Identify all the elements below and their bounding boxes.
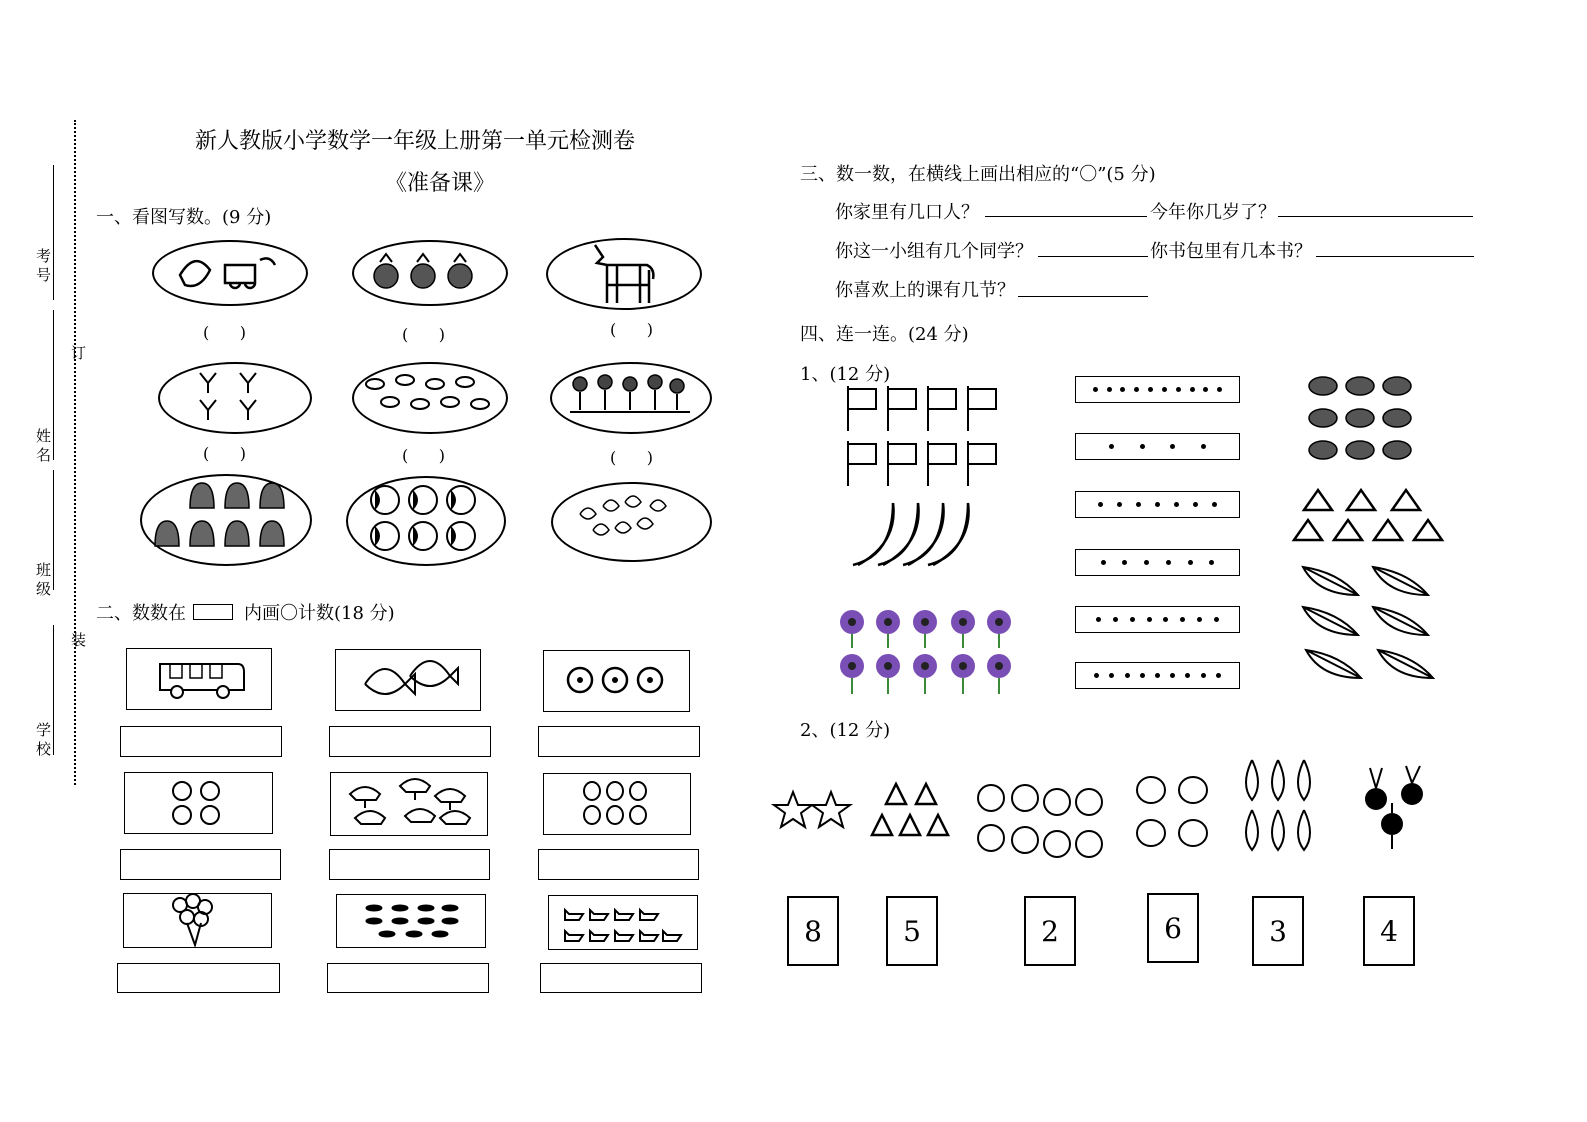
dot	[1140, 673, 1145, 678]
dot	[1147, 617, 1152, 622]
count-box-8[interactable]	[327, 963, 489, 993]
count-box-4[interactable]	[120, 849, 281, 880]
count-box-3[interactable]	[538, 726, 700, 757]
dot	[1109, 673, 1114, 678]
dot	[1216, 673, 1221, 678]
dot-box-4[interactable]	[1075, 549, 1240, 576]
radish-icon	[1362, 764, 1434, 850]
count-box-5[interactable]	[329, 849, 490, 880]
dot	[1174, 502, 1179, 507]
number-card-3[interactable]: 2	[1024, 896, 1076, 966]
seed-icon	[575, 494, 685, 544]
pear-group-icon	[1240, 755, 1320, 857]
triangle-icon	[1292, 488, 1450, 543]
pineapple-icon	[368, 252, 488, 292]
name-label: 姓名	[34, 428, 52, 466]
answer-line-group[interactable]	[1038, 256, 1148, 257]
binding-mark-ding: 订	[69, 345, 87, 364]
dot-box-1[interactable]	[1075, 376, 1240, 403]
children-icon	[565, 372, 695, 422]
goldfish-icon	[1305, 374, 1415, 464]
dot	[1140, 444, 1145, 449]
count-box-7[interactable]	[117, 963, 280, 993]
section2-heading-pre: 二、数数在	[96, 603, 186, 624]
dot	[1144, 560, 1149, 565]
school-field-line[interactable]	[53, 625, 54, 755]
answer-paren-4[interactable]: ( )	[203, 444, 246, 463]
balloon-icon	[165, 893, 225, 948]
flower-icon	[565, 665, 675, 695]
dot	[1212, 502, 1217, 507]
small-fish-icon	[362, 900, 462, 942]
dot	[1197, 617, 1202, 622]
number-card-6[interactable]: 4	[1363, 896, 1415, 966]
question-classes: 你喜欢上的课有几节？	[835, 280, 1015, 301]
dot	[1217, 387, 1222, 392]
section4-heading: 四、连一连。(24 分)	[800, 324, 969, 345]
section1-heading: 一、看图写数。(9 分)	[96, 207, 272, 228]
answer-paren-1[interactable]: ( )	[203, 323, 246, 342]
triangle-group-icon	[868, 780, 953, 838]
ball-icon	[365, 482, 485, 556]
pear-icon	[582, 779, 652, 827]
dot-box-2[interactable]	[1075, 433, 1240, 460]
flag-icon	[845, 384, 1005, 489]
banana-icon	[848, 500, 973, 570]
count-box-2[interactable]	[329, 726, 491, 757]
dot	[1203, 387, 1208, 392]
star-icon	[775, 790, 850, 832]
dot	[1190, 387, 1195, 392]
class-label: 班级	[34, 562, 52, 600]
answer-line-age[interactable]	[1278, 216, 1473, 217]
page-title: 新人教版小学数学一年级上册第一单元检测卷	[195, 129, 636, 154]
dot	[1113, 617, 1118, 622]
dot-box-3[interactable]	[1075, 491, 1240, 518]
dot	[1166, 560, 1171, 565]
dot	[1148, 387, 1153, 392]
name-field-line[interactable]	[53, 310, 54, 460]
peach-icon	[1133, 768, 1218, 858]
bell-icon	[150, 478, 300, 558]
dot	[1162, 387, 1167, 392]
dot	[1101, 560, 1106, 565]
dot	[1094, 673, 1099, 678]
answer-paren-6[interactable]: ( )	[610, 448, 653, 467]
dot	[1117, 502, 1122, 507]
apple-icon	[170, 779, 225, 827]
orange-icon	[975, 778, 1105, 860]
id-label: 考号	[34, 248, 52, 286]
dot	[1170, 673, 1175, 678]
dot	[1155, 673, 1160, 678]
dot	[1093, 387, 1098, 392]
school-label: 学校	[34, 722, 52, 760]
answer-line-books[interactable]	[1316, 256, 1474, 257]
dot	[1134, 387, 1139, 392]
dot	[1109, 444, 1114, 449]
answer-paren-2[interactable]: ( )	[402, 325, 445, 344]
id-field-line[interactable]	[53, 165, 54, 300]
question-books: 你书包里有几本书？	[1150, 241, 1312, 262]
dot	[1155, 502, 1160, 507]
dot	[1125, 673, 1130, 678]
fish-icon	[360, 372, 500, 422]
number-card-1[interactable]: 8	[787, 896, 839, 966]
butterfly-car-icon	[170, 245, 290, 300]
dot	[1122, 560, 1127, 565]
answer-paren-5[interactable]: ( )	[402, 446, 445, 465]
question-age: 今年你几岁了？	[1150, 202, 1276, 223]
purple-flower-icon	[836, 606, 1018, 696]
dot	[1098, 502, 1103, 507]
dot	[1130, 617, 1135, 622]
page-subtitle: 《准备课》	[385, 171, 496, 196]
question-family: 你家里有几口人？	[835, 202, 979, 223]
dot	[1180, 617, 1185, 622]
question-group: 你这一小组有几个同学？	[835, 241, 1033, 262]
dot	[1201, 673, 1206, 678]
count-box-1[interactable]	[120, 726, 282, 757]
duck-icon	[560, 903, 685, 943]
binding-dotted-line	[74, 120, 76, 785]
answer-line-family[interactable]	[985, 216, 1147, 217]
dot	[1193, 502, 1198, 507]
dot	[1096, 617, 1101, 622]
heading-box-sample	[193, 604, 233, 620]
dot	[1163, 617, 1168, 622]
dot	[1201, 444, 1206, 449]
dot-box-5[interactable]	[1075, 606, 1240, 633]
answer-paren-3[interactable]: ( )	[610, 320, 653, 339]
count-box-6[interactable]	[538, 849, 699, 880]
chicken-icon	[340, 776, 480, 831]
leaf-icon	[1298, 562, 1443, 687]
section3-heading: 三、数一数，在横线上画出相应的“〇”(5 分)	[800, 164, 1156, 185]
dot	[1188, 560, 1193, 565]
donkey-icon	[585, 240, 665, 305]
number-card-5[interactable]: 3	[1252, 896, 1304, 966]
dot	[1107, 387, 1112, 392]
class-field-line[interactable]	[53, 470, 54, 590]
dot	[1214, 617, 1219, 622]
answer-line-classes[interactable]	[1018, 296, 1148, 297]
dot	[1185, 673, 1190, 678]
number-card-2[interactable]: 5	[886, 896, 938, 966]
bus-icon	[155, 656, 245, 701]
dot	[1120, 387, 1125, 392]
dot	[1136, 502, 1141, 507]
tulip-icon	[195, 368, 275, 428]
fish-icon	[360, 654, 460, 704]
dot	[1176, 387, 1181, 392]
number-card-4[interactable]: 6	[1147, 893, 1199, 963]
section4-part2-label: 2、(12 分)	[800, 720, 891, 741]
dot	[1209, 560, 1214, 565]
section4-part1-label: 1、(12 分)	[800, 364, 891, 385]
binding-mark-zhuang: 装	[69, 632, 87, 651]
dot	[1170, 444, 1175, 449]
dot-box-6[interactable]	[1075, 662, 1240, 689]
section2-heading-post: 内画〇计数(18 分)	[244, 603, 395, 624]
count-box-9[interactable]	[540, 963, 702, 993]
